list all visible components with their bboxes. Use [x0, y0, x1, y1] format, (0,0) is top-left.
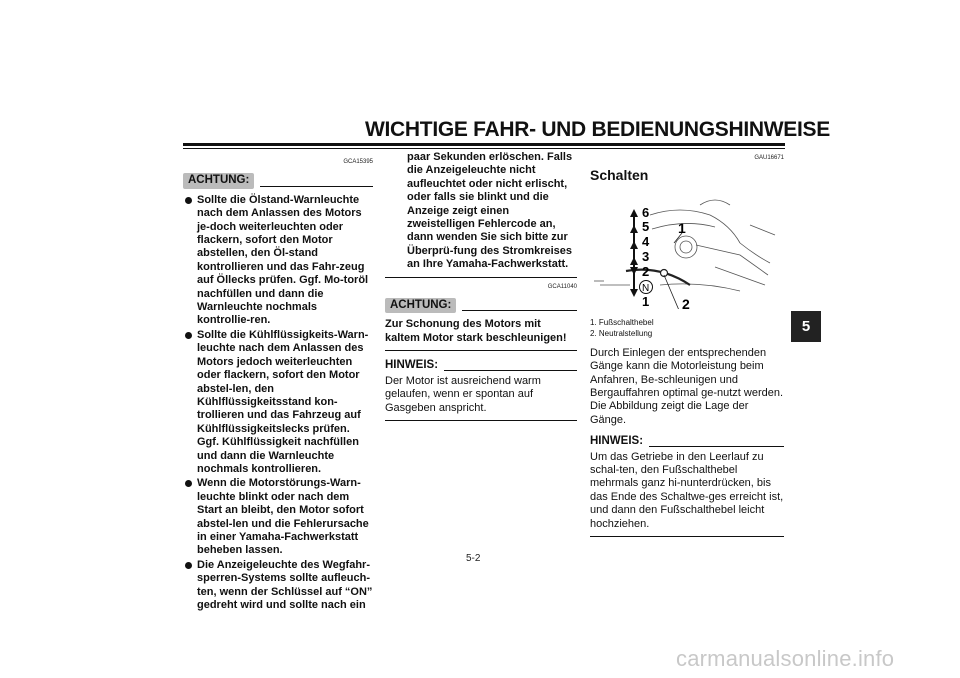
gear-label: 5 [642, 218, 650, 234]
caution-badge: ACHTUNG: [183, 173, 254, 188]
gear-arrows [630, 209, 638, 297]
section-code: GCA11040 [547, 283, 577, 290]
gear-label: 1 [642, 293, 650, 309]
bullet-item: Die Anzeigeleuchte des Wegfahr-sperren-Systems sollte aufleuch-ten, wenn der Schlüssel auf “ON” gedreht wird und sollte nach ein [183, 559, 373, 613]
bullet-item: Sollte die Kühlflüssigkeits-Warn-leuchte nach dem Anlassen des Motors jedoch weiterleuchten oder flackern, sofort den Motor abstel-len, den Kühlflüssigkeitsstand kon-trollieren und das Fahrzeug auf Kühlflüssigkeitslecks prüfen. Ggf. Kühlflüssigkeit nachfüllen und dann die Warnleuchte nochmals kontrollieren. [183, 329, 373, 476]
bullet-icon [185, 197, 192, 204]
note-label: HINWEIS: [385, 359, 439, 372]
section-code: GAU16671 [754, 155, 784, 161]
figure-legend [590, 317, 784, 339]
note-text: Der Motor ist ausreichend warm gelaufen, wenn er spontan auf Gasgeben anspricht. [385, 374, 541, 414]
column-1 [183, 156, 373, 612]
bullet-icon [185, 480, 192, 487]
page-number: 5-2 [466, 553, 481, 564]
note-rule [444, 370, 577, 371]
gear-label: 3 [642, 248, 650, 264]
note-header [590, 435, 784, 448]
note-rule [649, 446, 784, 447]
caution-header [385, 298, 577, 313]
callout-number: 2 [682, 295, 690, 309]
chapter-tab[interactable]: 5 [791, 311, 821, 342]
caution-bullets [183, 194, 373, 613]
legend-item: 2. Neutralstellung [590, 328, 653, 338]
callout-number: 1 [678, 219, 686, 236]
note-text: Um das Getriebe in den Leerlauf zu schal-ten, den Fußschalthebel mehrmals ganz hi-nunterdrücken, bis das Ende des Schaltwe-ges erreicht ist, und dann den Fußschalthebel leicht hochziehen. [590, 450, 784, 530]
bullet-item: Wenn die Motorstörungs-Warn-leuchte blinkt oder nach dem Start an bleibt, den Motor sofort abstel-len und die Fehlerursache in einer Yamaha-Fachwerkstatt beheben lassen. [183, 477, 373, 557]
header-rule-thick [183, 143, 785, 146]
caution-rule [260, 186, 373, 187]
section-code: GCA15395 [343, 159, 373, 165]
note-label: HINWEIS: [590, 435, 644, 448]
legend-item: 1. Fußschalthebel [590, 317, 654, 327]
caution-rule [462, 310, 577, 311]
body-text: Durch Einlegen der entsprechenden Gänge kann die Motorleistung beim Anfahren, Be-schleunigen und Bergauffahren optimal ge-nutzt werden. [590, 346, 784, 400]
gear-label: 2 [642, 263, 650, 279]
gear-shift-figure [590, 185, 780, 309]
note-end-rule [385, 420, 577, 421]
pedal-linkage-drawing [594, 200, 775, 291]
header-rule-thin [183, 148, 785, 149]
section-heading: Schalten [590, 167, 649, 184]
page-header-title: WICHTIGE FAHR- UND BEDIENUNGSHINWEISE [365, 118, 830, 141]
note-header [385, 359, 577, 372]
caution-end-rule [385, 350, 577, 351]
gear-label: N [642, 282, 650, 294]
caution-badge: ACHTUNG: [385, 298, 456, 313]
caution-end-rule [385, 277, 577, 278]
bullet-icon [185, 332, 192, 339]
shift-lever [626, 269, 690, 284]
body-text-2: Die Abbildung zeigt die Lage der Gänge. [590, 400, 749, 426]
gear-label: 4 [642, 233, 650, 249]
column-2 [385, 151, 577, 421]
bullet-icon [185, 562, 192, 569]
caution-text: Zur Schonung des Motors mit kaltem Motor stark beschleunigen! [385, 318, 567, 344]
note-end-rule [590, 536, 784, 537]
gear-label: 6 [642, 204, 650, 220]
caution-header [183, 173, 373, 188]
bullet-item: Sollte die Ölstand-Warnleuchte nach dem Anlassen des Motors je-doch weiterleuchten oder flackern, sofort den Motor abstellen, den Öl-stand kontrollieren und das Fahr-zeug auf Öllecks prüfen. Ggf. Mo-toröl nachfüllen und dann die Warnleuchte nochmals kontrollie-ren. [183, 194, 373, 328]
watermark-text[interactable]: carmanualsonline.info [676, 646, 895, 671]
column-3 [590, 152, 784, 537]
continuation-text: paar Sekunden erlöschen. Falls die Anzeigeleuchte nicht aufleuchtet oder nicht erlischt, oder falls sie blinkt und die Anzeige zeigt einen zweistelligen Fehlercode an, dann wenden Sie sich bitte zur Überprü-fung des Stromkreises an Ihre Yamaha-Fachwerkstatt. [407, 151, 573, 271]
